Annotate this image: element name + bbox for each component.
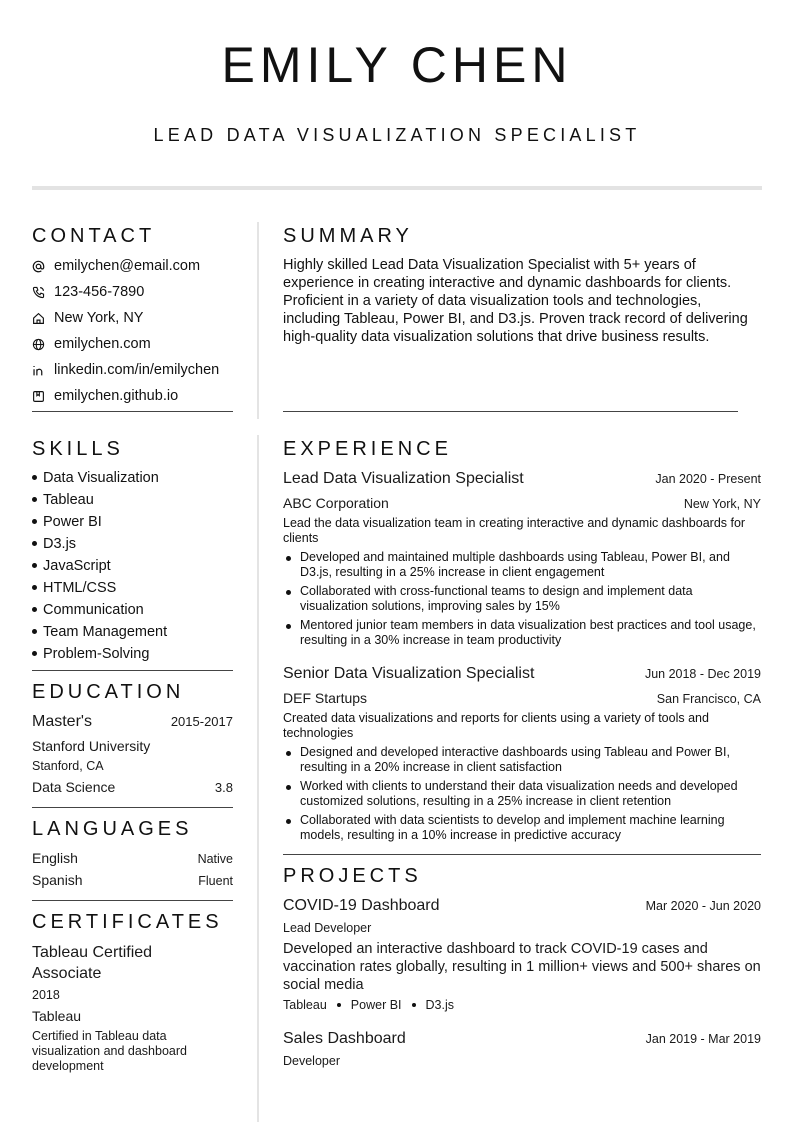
job-description: Created data visualizations and reports for clients using a variety of tools and technologies <box>283 711 709 740</box>
language-row <box>32 872 233 888</box>
job-bullet: Collaborated with data scientists to develop and implement machine learning models, resulting in a 10% increase in predictive accuracy <box>283 813 761 843</box>
certificate-issuer: Tableau <box>32 1008 82 1024</box>
contact-website-text: emilychen.com <box>54 336 151 352</box>
certificates-heading: CERTIFICATES <box>32 911 223 933</box>
education-school-row <box>32 738 233 754</box>
contact-phone[interactable] <box>32 282 144 302</box>
summary-heading: SUMMARY <box>283 225 413 247</box>
project-tag: Power BI <box>350 998 402 1012</box>
phone-icon <box>32 286 45 299</box>
column-divider <box>257 222 259 1122</box>
skill-item: Power BI <box>32 514 102 530</box>
project-title-row <box>283 897 761 915</box>
linkedin-icon <box>32 364 45 377</box>
project-role: Developer <box>283 1054 340 1068</box>
job-bullets <box>283 745 761 847</box>
job-dates: Jun 2018 - Dec 2019 <box>644 667 761 681</box>
contact-location <box>32 308 143 328</box>
project-name: Sales Dashboard <box>283 1030 406 1047</box>
skill-item: Tableau <box>32 492 94 508</box>
job-location: New York, NY <box>683 497 761 511</box>
job-company: DEF Startups <box>283 690 368 706</box>
education-school: Stanford University <box>32 738 151 754</box>
job-title-row <box>283 665 761 683</box>
globe-icon <box>32 338 45 351</box>
job-bullet: Collaborated with cross-functional teams to design and implement data visualization solutions, improving sales by 15% <box>283 584 761 614</box>
skill-item: D3.js <box>32 536 76 552</box>
job-location: San Francisco, CA <box>656 692 761 706</box>
contact-location-text: New York, NY <box>54 310 144 326</box>
certificate-name-line1: Tableau Certified <box>32 944 153 961</box>
education-heading: EDUCATION <box>32 681 185 703</box>
header-divider <box>32 186 762 190</box>
contact-email[interactable] <box>32 256 200 276</box>
project-dates: Jan 2019 - Mar 2019 <box>645 1032 761 1046</box>
job-company-row <box>283 495 761 511</box>
job-bullet: Designed and developed interactive dashboards using Tableau and Power BI, resulting in a 20% increase in client satisfaction <box>283 745 761 775</box>
candidate-name: EMILY CHEN <box>221 37 573 93</box>
skill-item: Team Management <box>32 624 167 640</box>
at-icon <box>32 260 45 273</box>
certificate-description: Certified in Tableau data visualization and dashboard development <box>32 1029 187 1073</box>
portfolio-icon <box>32 390 45 403</box>
contact-linkedin[interactable] <box>32 360 219 380</box>
project-name: COVID-19 Dashboard <box>283 897 440 914</box>
education-years: 2015-2017 <box>170 714 233 729</box>
home-icon <box>32 312 45 325</box>
education-field: Data Science <box>32 779 116 795</box>
languages-divider <box>32 900 233 901</box>
education-location-row <box>32 759 233 773</box>
contact-divider <box>32 411 233 412</box>
contact-email-text: emilychen@email.com <box>54 258 201 274</box>
education-divider <box>32 807 233 808</box>
language-level: Fluent <box>198 874 233 888</box>
job-company: ABC Corporation <box>283 495 389 511</box>
language-row <box>32 850 233 866</box>
job-bullets <box>283 550 761 652</box>
summary-divider <box>283 411 738 412</box>
project-dates: Mar 2020 - Jun 2020 <box>645 899 761 913</box>
education-gpa: 3.8 <box>214 780 233 795</box>
job-description: Lead the data visualization team in creating interactive and dynamic dashboards for clients <box>283 516 746 545</box>
job-bullet: Mentored junior team members in data visualization best practices and tool usage, resulting in a 30% increase in team productivity <box>283 618 761 648</box>
skills-heading: SKILLS <box>32 438 124 460</box>
skills-divider <box>32 670 233 671</box>
experience-divider <box>283 854 761 855</box>
skill-item: Data Visualization <box>32 470 159 486</box>
project-tag: D3.js <box>425 998 454 1012</box>
languages-heading: LANGUAGES <box>32 818 193 840</box>
contact-phone-text: 123-456-7890 <box>54 284 145 300</box>
job-title-row <box>283 470 761 488</box>
job-dates: Jan 2020 - Present <box>655 472 761 486</box>
language-level: Native <box>197 852 233 866</box>
certificate-year: 2018 <box>32 988 60 1002</box>
experience-heading: EXPERIENCE <box>283 438 452 460</box>
contact-portfolio[interactable] <box>32 386 178 406</box>
summary-text: Highly skilled Lead Data Visualization Specialist with 5+ years of experience in creating interactive and dynamic dashboards for clients. Proficient in a variety of data visualization tools and technologies, including Tableau, Power BI, and D3.js. Proven track record of delivering high-quality data visualization solutions that drive business results. <box>283 257 748 345</box>
skill-item: JavaScript <box>32 558 111 574</box>
certificate-name-line2: Associate <box>32 965 102 982</box>
contact-portfolio-text: emilychen.github.io <box>54 388 179 404</box>
contact-website[interactable] <box>32 334 151 354</box>
skill-item: Problem-Solving <box>32 646 149 662</box>
job-bullet: Developed and maintained multiple dashboards using Tableau, Power BI, and D3.js, resulting in a 25% increase in client engagement <box>283 550 761 580</box>
project-tags <box>283 998 454 1012</box>
job-role: Senior Data Visualization Specialist <box>283 665 535 682</box>
contact-linkedin-text: linkedin.com/in/emilychen <box>54 362 220 378</box>
education-degree: Master's <box>32 713 92 730</box>
education-field-row <box>32 779 233 795</box>
contact-heading: CONTACT <box>32 225 156 247</box>
education-location: Stanford, CA <box>32 759 104 773</box>
projects-heading: PROJECTS <box>283 865 422 887</box>
project-role: Lead Developer <box>283 921 372 935</box>
project-title-row <box>283 1030 761 1048</box>
skill-item: Communication <box>32 602 144 618</box>
job-bullet: Worked with clients to understand their data visualization needs and developed customized solutions, resulting in a 25% increase in client retention <box>283 779 761 809</box>
project-description: Developed an interactive dashboard to track COVID-19 cases and vaccination rates globally, resulting in 1 million+ views and 500+ shares on social media <box>283 941 761 993</box>
job-role: Lead Data Visualization Specialist <box>283 470 524 487</box>
job-company-row <box>283 690 761 706</box>
language-name: English <box>32 850 78 866</box>
skill-item: HTML/CSS <box>32 580 116 596</box>
candidate-title: LEAD DATA VISUALIZATION SPECIALIST <box>153 125 641 145</box>
project-tag: Tableau <box>283 998 327 1012</box>
education-degree-row <box>32 713 233 731</box>
language-name: Spanish <box>32 872 83 888</box>
